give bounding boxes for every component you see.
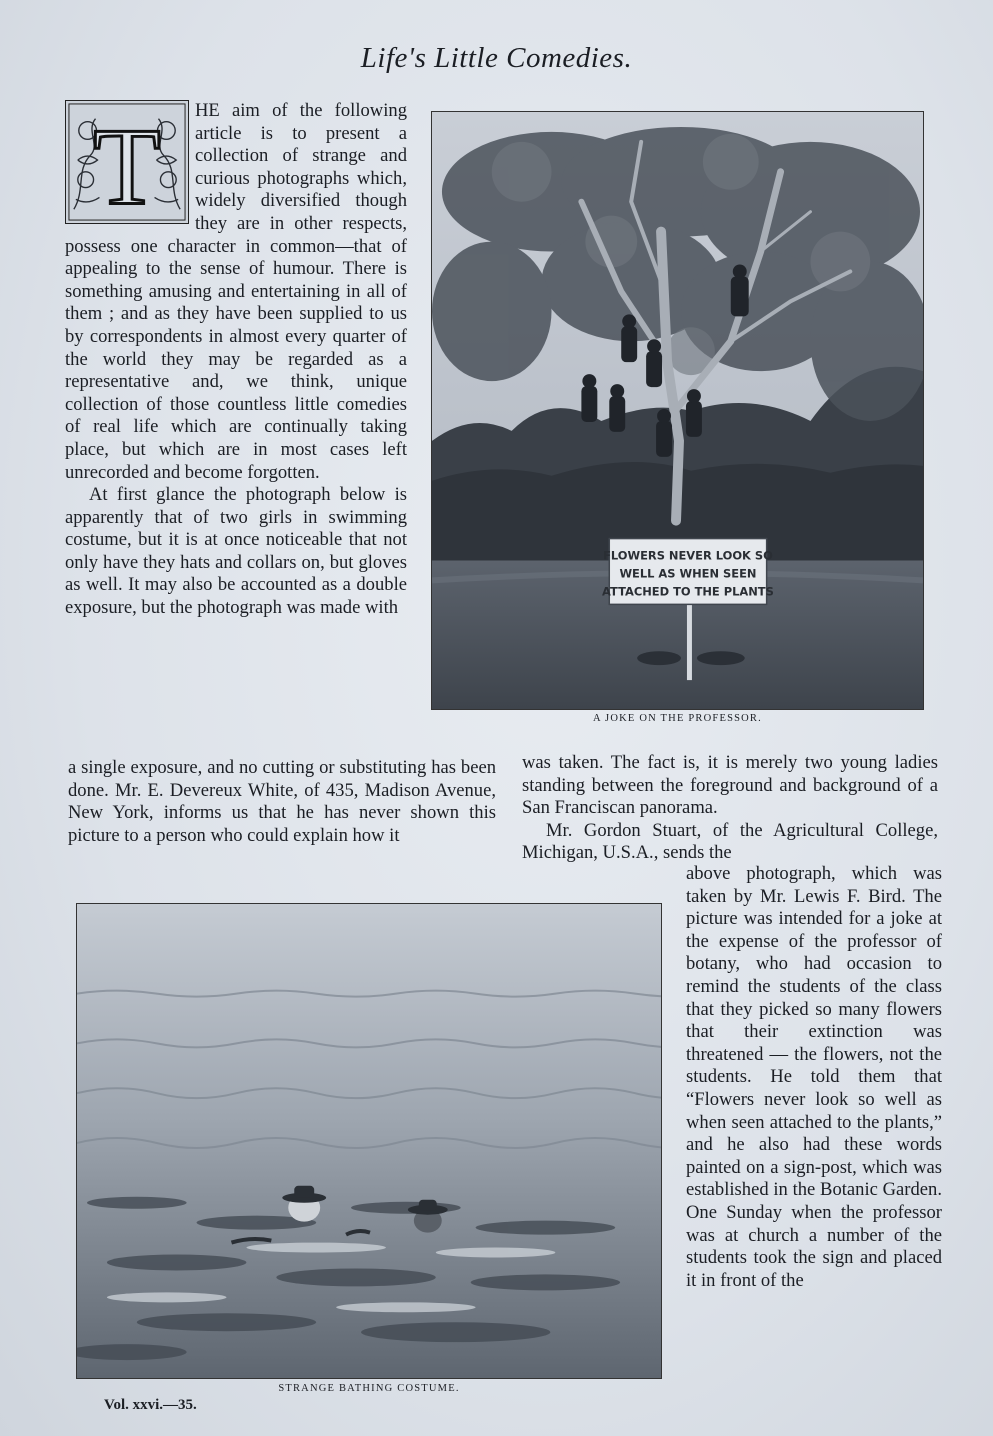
ornamental-dropcap (65, 100, 189, 224)
photo-joke-on-professor (431, 111, 924, 710)
right-continuation-text (522, 752, 938, 865)
paragraph-bathing-bottom: a single exposure, and no cutting or substituting has been done. Mr. E. Devereux White, of 435, Madison Avenue, New York, informs us that he has never shown this picture to a person who could explain how it (68, 757, 496, 846)
paragraph-stuart-side: above photograph, which was taken by Mr. Lewis F. Bird. The picture was intended for a joke at the expense of the professor of botany, who had occasion to remind the students of the class that they picked so many flowers that their extinction was threatened — the flowers, not the students. He told them that “Flowers never look so well as when seen attached to the plants,” and he also had these words painted on a sign-post, which was established in the Botanic Garden. One Sunday when the professor was at church a number of the students took the sign and placed it in front of the (686, 863, 942, 1291)
caption-strange-bathing-costume: STRANGE BATHING COSTUME. (278, 1383, 460, 1394)
paragraph-bathing-continued: was taken. The fact is, it is merely two young ladies standing between the foreground and background of a San Franciscan panorama. (522, 752, 938, 819)
caption-joke-on-professor: A JOKE ON THE PROFESSOR. (593, 713, 762, 724)
intro-paragraph: HE aim of the following article is to present a collection of strange and curious photographs which, widely diversified though they are in other respects, possess one character in common—that of appealing to the sense of humour. There is something amusing and entertaining in all of them ; and as they have been supplied to us by correspondents in almost every quarter of the world they may be regarded as a representative and, we think, unique collection of those countless little comedies of real life which are continually taking place, but which are in most cases left unrecorded and become forgotten. (65, 100, 407, 483)
sign-line-2: WELL AS WHEN SEEN (619, 566, 757, 581)
sign-line-3: ATTACHED TO THE PLANTS (602, 584, 774, 599)
dropcap-letter: T (93, 105, 161, 223)
page-title: Life's Little Comedies. (360, 42, 633, 74)
paragraph-stuart-top: Mr. Gordon Stuart, of the Agricultural College, Michigan, U.S.A., sends the (522, 819, 938, 864)
sign-line-1: FLOWERS NEVER LOOK SO (603, 548, 773, 563)
photo-strange-bathing-costume (76, 903, 662, 1379)
paragraph-bathing-top: At first glance the photograph below is apparently that of two girls in swimming costume, but it is at once noticeable that not only have they hats and collars on, but gloves as well. It may also be accounted as a double exposure, but the photograph was made with (65, 484, 407, 619)
left-column-text (65, 100, 407, 620)
folio-volume: Vol. xxvi.—35. (104, 1397, 197, 1413)
